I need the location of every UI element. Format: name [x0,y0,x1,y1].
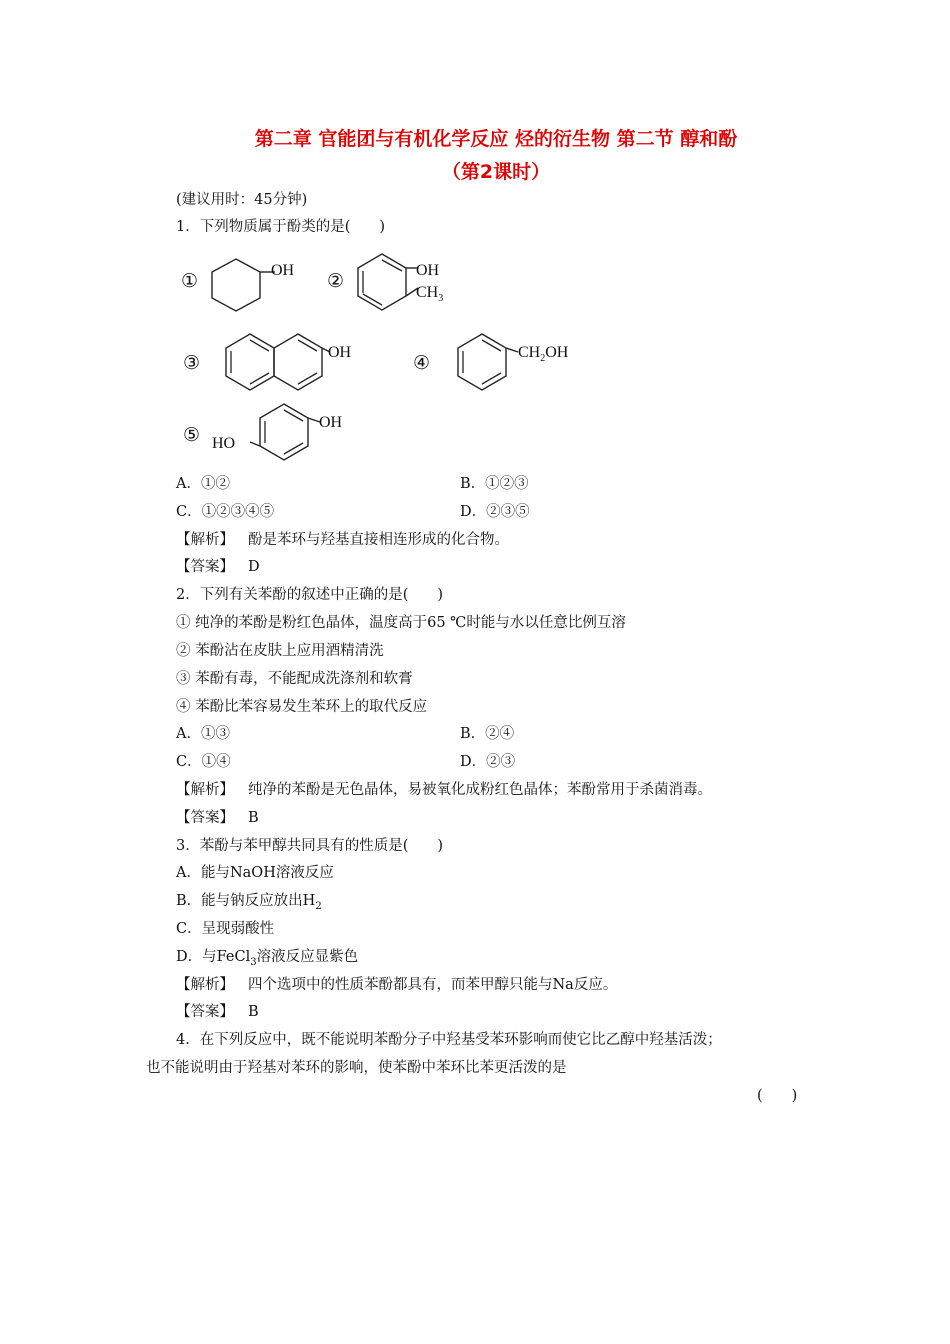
q1-option-b: B．①②③ [460,476,529,492]
structure-4-ch2oh: $CH_2OH$ [518,344,569,365]
lesson-subtitle: （第2课时） [441,161,551,183]
q3-answer: 【答案】 B [176,1004,259,1020]
structure-2-ch3: $CH_3$ [416,284,444,305]
q4-stem-line2: 也不能说明由于羟基对苯环的影响，使苯酚中苯环比苯更活泼的是 [146,1060,567,1076]
q4-answer-blank: ( ) [757,1088,798,1104]
structure-5-ho: HO [212,435,236,452]
benzyl-alcohol-structure [452,330,522,396]
q2-item-3: ③ 苯酚有毒，不能配成洗涤剂和软膏 [176,671,413,687]
chapter-title: 第二章 官能团与有机化学反应 烃的衍生物 第二节 醇和酚 [254,128,738,150]
q3-option-c: C．呈现弱酸性 [176,921,275,937]
structure-5-number: ⑤ [183,424,201,446]
structure-2-number: ② [327,270,345,292]
q2-analysis: 【解析】 纯净的苯酚是无色晶体，易被氧化成粉红色晶体；苯酚常用于杀菌消毒。 [176,782,712,798]
q1-option-d: D．②③⑤ [460,504,530,520]
q2-item-2: ② 苯酚沾在皮肤上应用酒精清洗 [176,643,384,659]
q3-option-d: D．与FeCl$_3$溶液反应显紫色 [176,949,359,968]
structure-4-number: ④ [413,352,431,374]
naphthol-structure [222,330,332,396]
structure-5-oh: OH [319,414,343,431]
o-cresol-structure [350,250,420,316]
q3-option-b: B．能与钠反应放出$H_2$ [176,893,322,912]
q2-stem: 2．下列有关苯酚的叙述中正确的是( ) [176,587,444,603]
q4-stem-line1: 4．在下列反应中，既不能说明苯酚分子中羟基受苯环影响而使它比乙醇中羟基活泼； [176,1032,722,1048]
structure-3-number: ③ [183,352,201,374]
q2-answer: 【答案】 B [176,810,259,826]
hydroquinone-structure [236,400,326,470]
structure-3-oh: OH [328,344,352,361]
time-note: (建议用时：45分钟) [176,192,308,208]
q2-option-c: C．①④ [176,754,231,770]
q2-item-1: ① 纯净的苯酚是粉红色晶体，温度高于65 ℃时能与水以任意比例互溶 [176,615,626,631]
q2-item-4: ④ 苯酚比苯容易发生苯环上的取代反应 [176,699,428,715]
q2-option-d: D．②③ [460,754,516,770]
structure-2-oh: OH [416,262,440,279]
q1-option-a: A．①② [176,476,230,492]
cyclohexanol-structure [205,255,275,319]
q3-analysis: 【解析】 四个选项中的性质苯酚都具有，而苯甲醇只能与Na反应。 [176,977,618,993]
q2-option-b: B．②④ [460,726,515,742]
q3-option-a: A．能与NaOH溶液反应 [176,865,334,881]
q3-stem: 3．苯酚与苯甲醇共同具有的性质是( ) [176,838,444,854]
q1-stem: 1．下列物质属于酚类的是( ) [176,219,386,235]
structure-1-number: ① [181,270,199,292]
q1-option-c: C．①②③④⑤ [176,504,275,520]
structure-1-oh: OH [271,262,295,279]
q1-answer: 【答案】 D [176,559,260,575]
q2-option-a: A．①③ [176,726,230,742]
q1-analysis: 【解析】 酚是苯环与羟基直接相连形成的化合物。 [176,532,509,548]
